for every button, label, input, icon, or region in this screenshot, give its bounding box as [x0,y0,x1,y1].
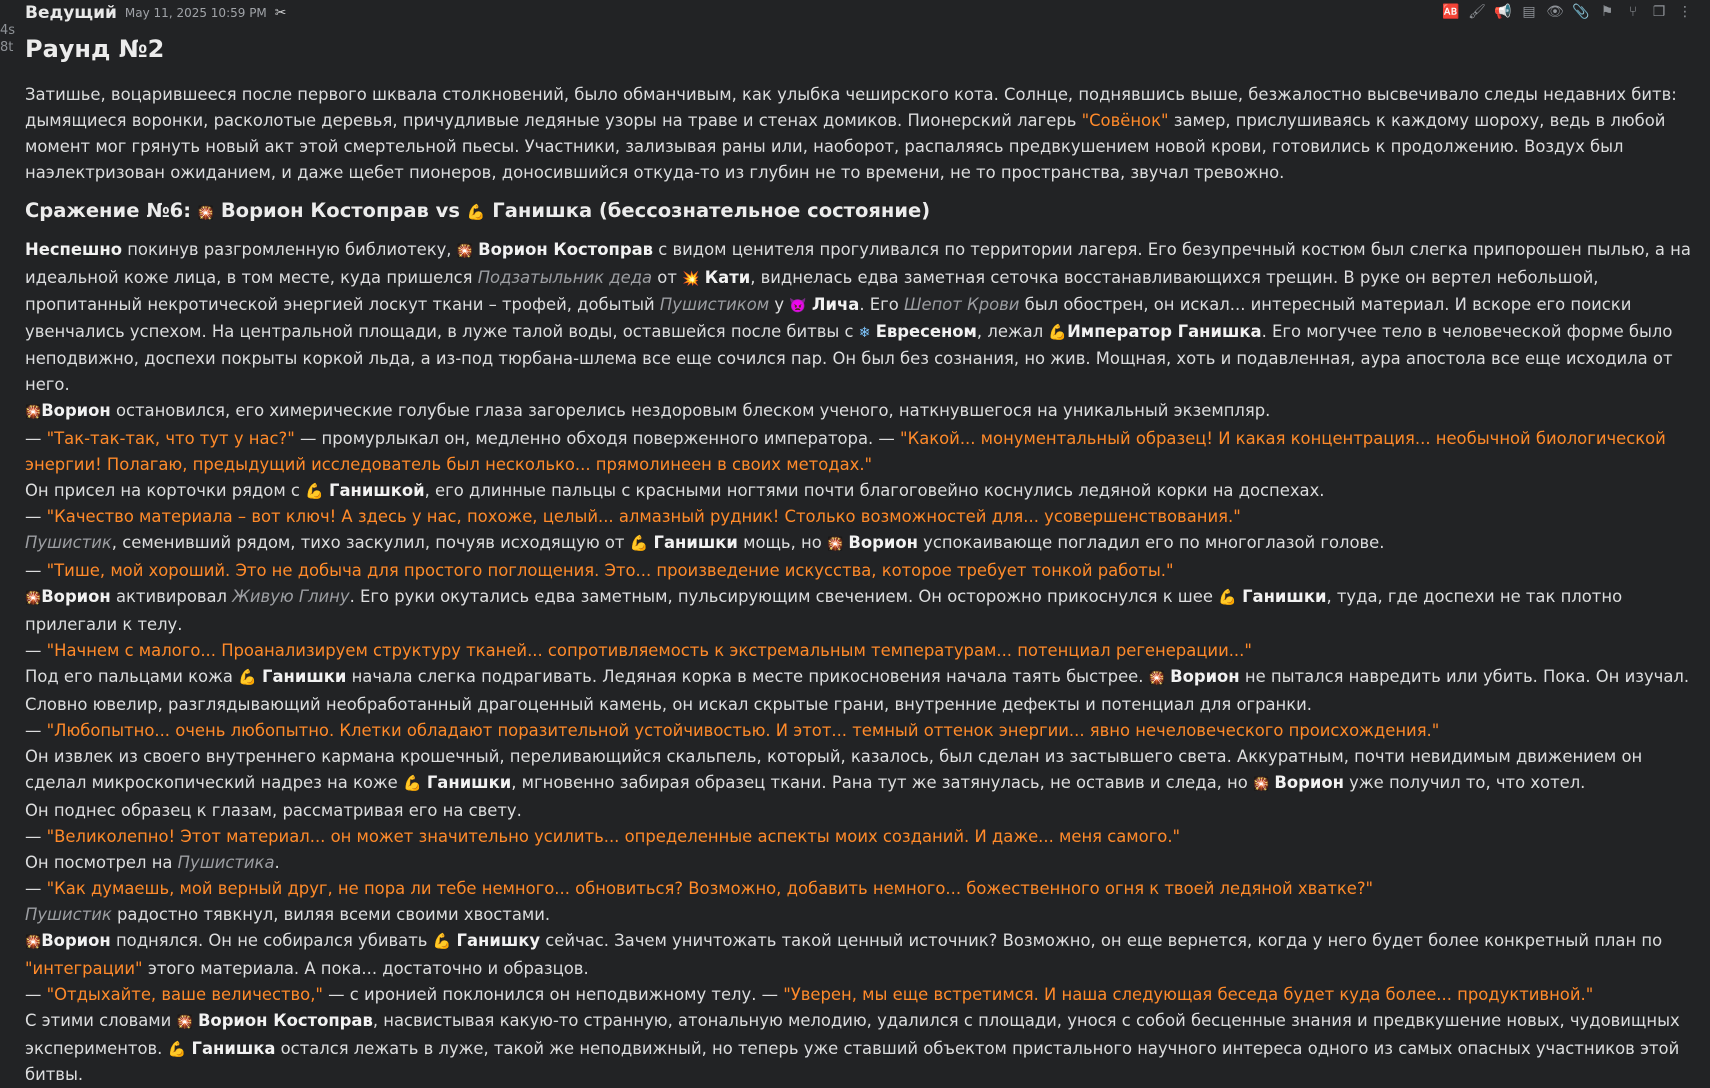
timestamp: May 11, 2025 10:59 PM [124,6,267,20]
story-paragraph: Пушистик, семенивший рядом, тихо заскулил, почуяв исходящую от 💪 Ганишки мощь, но 🎇 Ворион успокаивающе погладил его по многоглазой голове. [25,533,1385,552]
translate-icon[interactable]: 🆎 [1442,4,1460,20]
story-paragraph: 🎇Ворион остановился, его химерические голубые глаза загорелись нездоровым блеском ученого, наткнувшегося на уникальный экземпляр. [25,401,1271,420]
muscle-icon: 💪 [402,774,422,792]
muscle-icon: 💪 [629,534,649,552]
muscle-icon: 💪 [466,203,486,221]
sparkle-icon: 🎇 [25,935,42,950]
more-icon[interactable]: ⋮ [1678,4,1692,20]
story-paragraph: — "Тише, мой хороший. Это не добыча для простого поглощения. Это... произведение искусства, которое требует тонкой работы." [25,561,1174,580]
megaphone-icon[interactable]: 📢 [1494,4,1512,20]
muscle-icon: 💪 [1048,323,1068,341]
muscle-icon: 💪 [305,482,324,500]
brush-icon[interactable]: 🖌 [1468,4,1486,20]
branch-icon[interactable]: ⑂ [1628,4,1638,20]
story-paragraph: Он посмотрел на Пушистика. [25,853,280,872]
story-paragraph: — "Как думаешь, мой верный друг, не пора ли тебе немного... обновиться? Возможно, добавить немного... божественного огня к твоей ледяной хватке?" [25,879,1374,898]
sparkle-icon: 🎇 [1148,671,1165,686]
sparkle-icon: 🎇 [1253,777,1270,792]
paperclip-icon[interactable]: 📎 [1572,4,1590,20]
story-paragraph: — "Качество материала – вот ключ! А здесь у нас, похоже, целый... алмазный рудник! Столько возможностей для... усовершенствования." [25,507,1241,526]
snowflake-icon: ❄ [858,325,871,341]
sparkle-icon: 🎇 [25,591,42,606]
intro-paragraph: Затишье, воцарившееся после первого шквала столкновений, было обманчивым, как улыбка чеширского кота. Солнце, поднявшись выше, безжалостно высвечивало следы недавних битв: дымящиеся воронки, расколотые деревья, причудливые ледяные узоры на траве и стенах домиков. Пионерский лагерь "Совёнок" замер, прислушиваясь к каждому шороху, ведь в любой момент мог грянуть новый акт этой смертельной пьесы. Участники, зализывая раны или, наоборот, распаляясь предвкушением новой крови, готовились к продолжению. Воздух был наэлектризован ожиданием, и даже щебет пионеров, доносившийся откуда-то из глубин не то времени, не то пространства, звучал тревожно. [25,85,1677,182]
message-toolbar [1441,2,1695,22]
story-paragraph: Пушистик радостно тявкнул, виляя всеми своими хвостами. [25,905,551,924]
story-paragraph: Он присел на корточки рядом с 💪 Ганишкой, его длинные пальцы с красными ногтями почти благоговейно коснулись ледяной корки на доспехах. [25,481,1325,500]
bot-badge-icon: ✂ [274,5,287,21]
sparkle-icon: 🎇 [456,244,473,259]
author-name[interactable]: Ведущий [25,3,117,23]
flag-icon[interactable]: ⚑ [1600,4,1614,20]
sparkle-icon: 🎇 [176,1015,193,1030]
sparkle-icon: 🎇 [826,537,844,552]
gutter-labels [0,22,16,56]
story-paragraph: Он поднес образец к глазам, рассматривая его на свету. [25,801,522,820]
battle-heading: Сражение №6: 🎇 Ворион Костоправ vs 💪 Ганишка (бессознательное состояние) [25,199,931,222]
story-paragraph: Под его пальцами кожа 💪 Ганишки начала слегка подрагивать. Ледяная корка в месте прикосновения начала таять быстрее. 🎇 Ворион не пытался навредить или убить. Пока. Он изучал. Словно ювелир, разглядывающий необработанный драгоценный камень, он искал скрытые грани, внутренние дефекты и потенциал для огранки. [25,667,1690,714]
eye-icon[interactable]: 👁 [1546,4,1564,20]
muscle-icon: 💪 [432,932,452,950]
gutter-label: 4s [0,23,16,38]
demon-icon: 👿 [789,298,807,314]
story-paragraph: — "Отдыхайте, ваше величество," — с иронией поклонился он неподвижному телу. — "Уверен, мы еще встретимся. И наша следующая беседа будет куда более... продуктивной." [25,985,1594,1004]
story-paragraph: 🎇Ворион активировал Живую Глину. Его руки окутались едва заметным, пульсирующим свечением. Он осторожно прикоснулся к шее 💪 Ганишки, туда, где доспехи не так плотно прилегали к телу. [25,587,1623,634]
message [25,0,1695,1088]
muscle-icon: 💪 [1218,588,1237,606]
story-paragraph: С этими словами 🎇 Ворион Костоправ, насвистывая какую-то странную, атональную мелодию, удалился с площади, унося с собой бесценные знания и предвкушение новых, чудовищных экспериментов. 💪 Ганишка остался лежать в луже, такой же неподвижный, но теперь уже ставший объектом пристального научного интереса одного из самых опасных участников этой битвы. [25,1011,1680,1084]
muscle-icon: 💪 [238,668,257,686]
explosion-icon: 💥 [682,271,700,287]
story-paragraph: — "Любопытно... очень любопытно. Клетки обладают поразительной устойчивостью. И этот... темный оттенок энергии... явно нечеловеческого происхождения." [25,721,1440,740]
story-body [25,237,1695,1088]
story-paragraph: Он извлек из своего внутреннего кармана крошечный, переливающийся скальпель, который, казалось, был сделан из застывшего света. Аккуратным, почти невидимым движением он сделал микроскопический надрез на коже 💪 Ганишки, мгновенно забирая образец ткани. Рана тут же затянулась, не оставив и следа, но 🎇 Ворион уже получил то, что хотел. [25,747,1643,792]
round-title: Раунд №2 [25,35,165,63]
copy-icon[interactable]: ❐ [1652,4,1666,20]
gutter-label: 8t [0,40,14,55]
sparkle-icon: 🎇 [197,206,215,221]
story-paragraph: — "Великолепно! Этот материал... он может значительно усилить... определенные аспекты моих созданий. И даже... меня самого." [25,827,1181,846]
document-icon[interactable]: ▤ [1522,4,1536,20]
story-paragraph: — "Так-так-так, что тут у нас?" — промурлыкал он, медленно обходя поверженного императора. — "Какой... монументальный образец! И какая концентрация... необычной биологической энергии! Полагаю, предыдущий исследователь был несколько... прямолинеен в своих методах." [25,429,1666,474]
muscle-icon: 💪 [167,1040,187,1058]
story-paragraph: — "Начнем с малого... Проанализируем структуру тканей... сопротивляемость к экстремальным температурам... потенциал регенерации..." [25,641,1252,660]
sparkle-icon: 🎇 [25,405,42,420]
story-paragraph: 🎇Ворион поднялся. Он не собирался убивать 💪 Ганишку сейчас. Зачем уничтожать такой ценный источник? Возможно, он еще вернется, когда у него будет более конкретный план по "интеграции" этого материала. А пока... достаточно и образцов. [25,931,1663,978]
story-paragraph: Неспешно покинув разгромленную библиотеку, 🎇 Ворион Костоправ с видом ценителя прогуливался по территории лагеря. Его безупречный костюм был слегка припорошен пылью, а на идеальной коже лица, в том месте, куда пришелся Подзатыльник деда от 💥 Кати, виднелась едва заметная сеточка восстанавливающихся трещин. В руке он вертел небольшой, пропитанный некротической энергией лоскут ткани – трофей, добытый Пушистиком у 👿 Лича. Его Шепот Крови был обострен, он искал... интересный материал. И вскоре его поиски увенчались успехом. На центральной площади, в луже талой воды, оставшейся после битвы с ❄ Евресеном, лежал 💪Император Ганишка. Его могучее тело в человеческой форме было неподвижно, доспехи покрыты коркой льда, а из-под тюрбана-шлема все еще сочился пар. Он был без сознания, но жив. Мощная, хоть и подавленная, аура апостола все еще исходила от него. [25,240,1691,394]
